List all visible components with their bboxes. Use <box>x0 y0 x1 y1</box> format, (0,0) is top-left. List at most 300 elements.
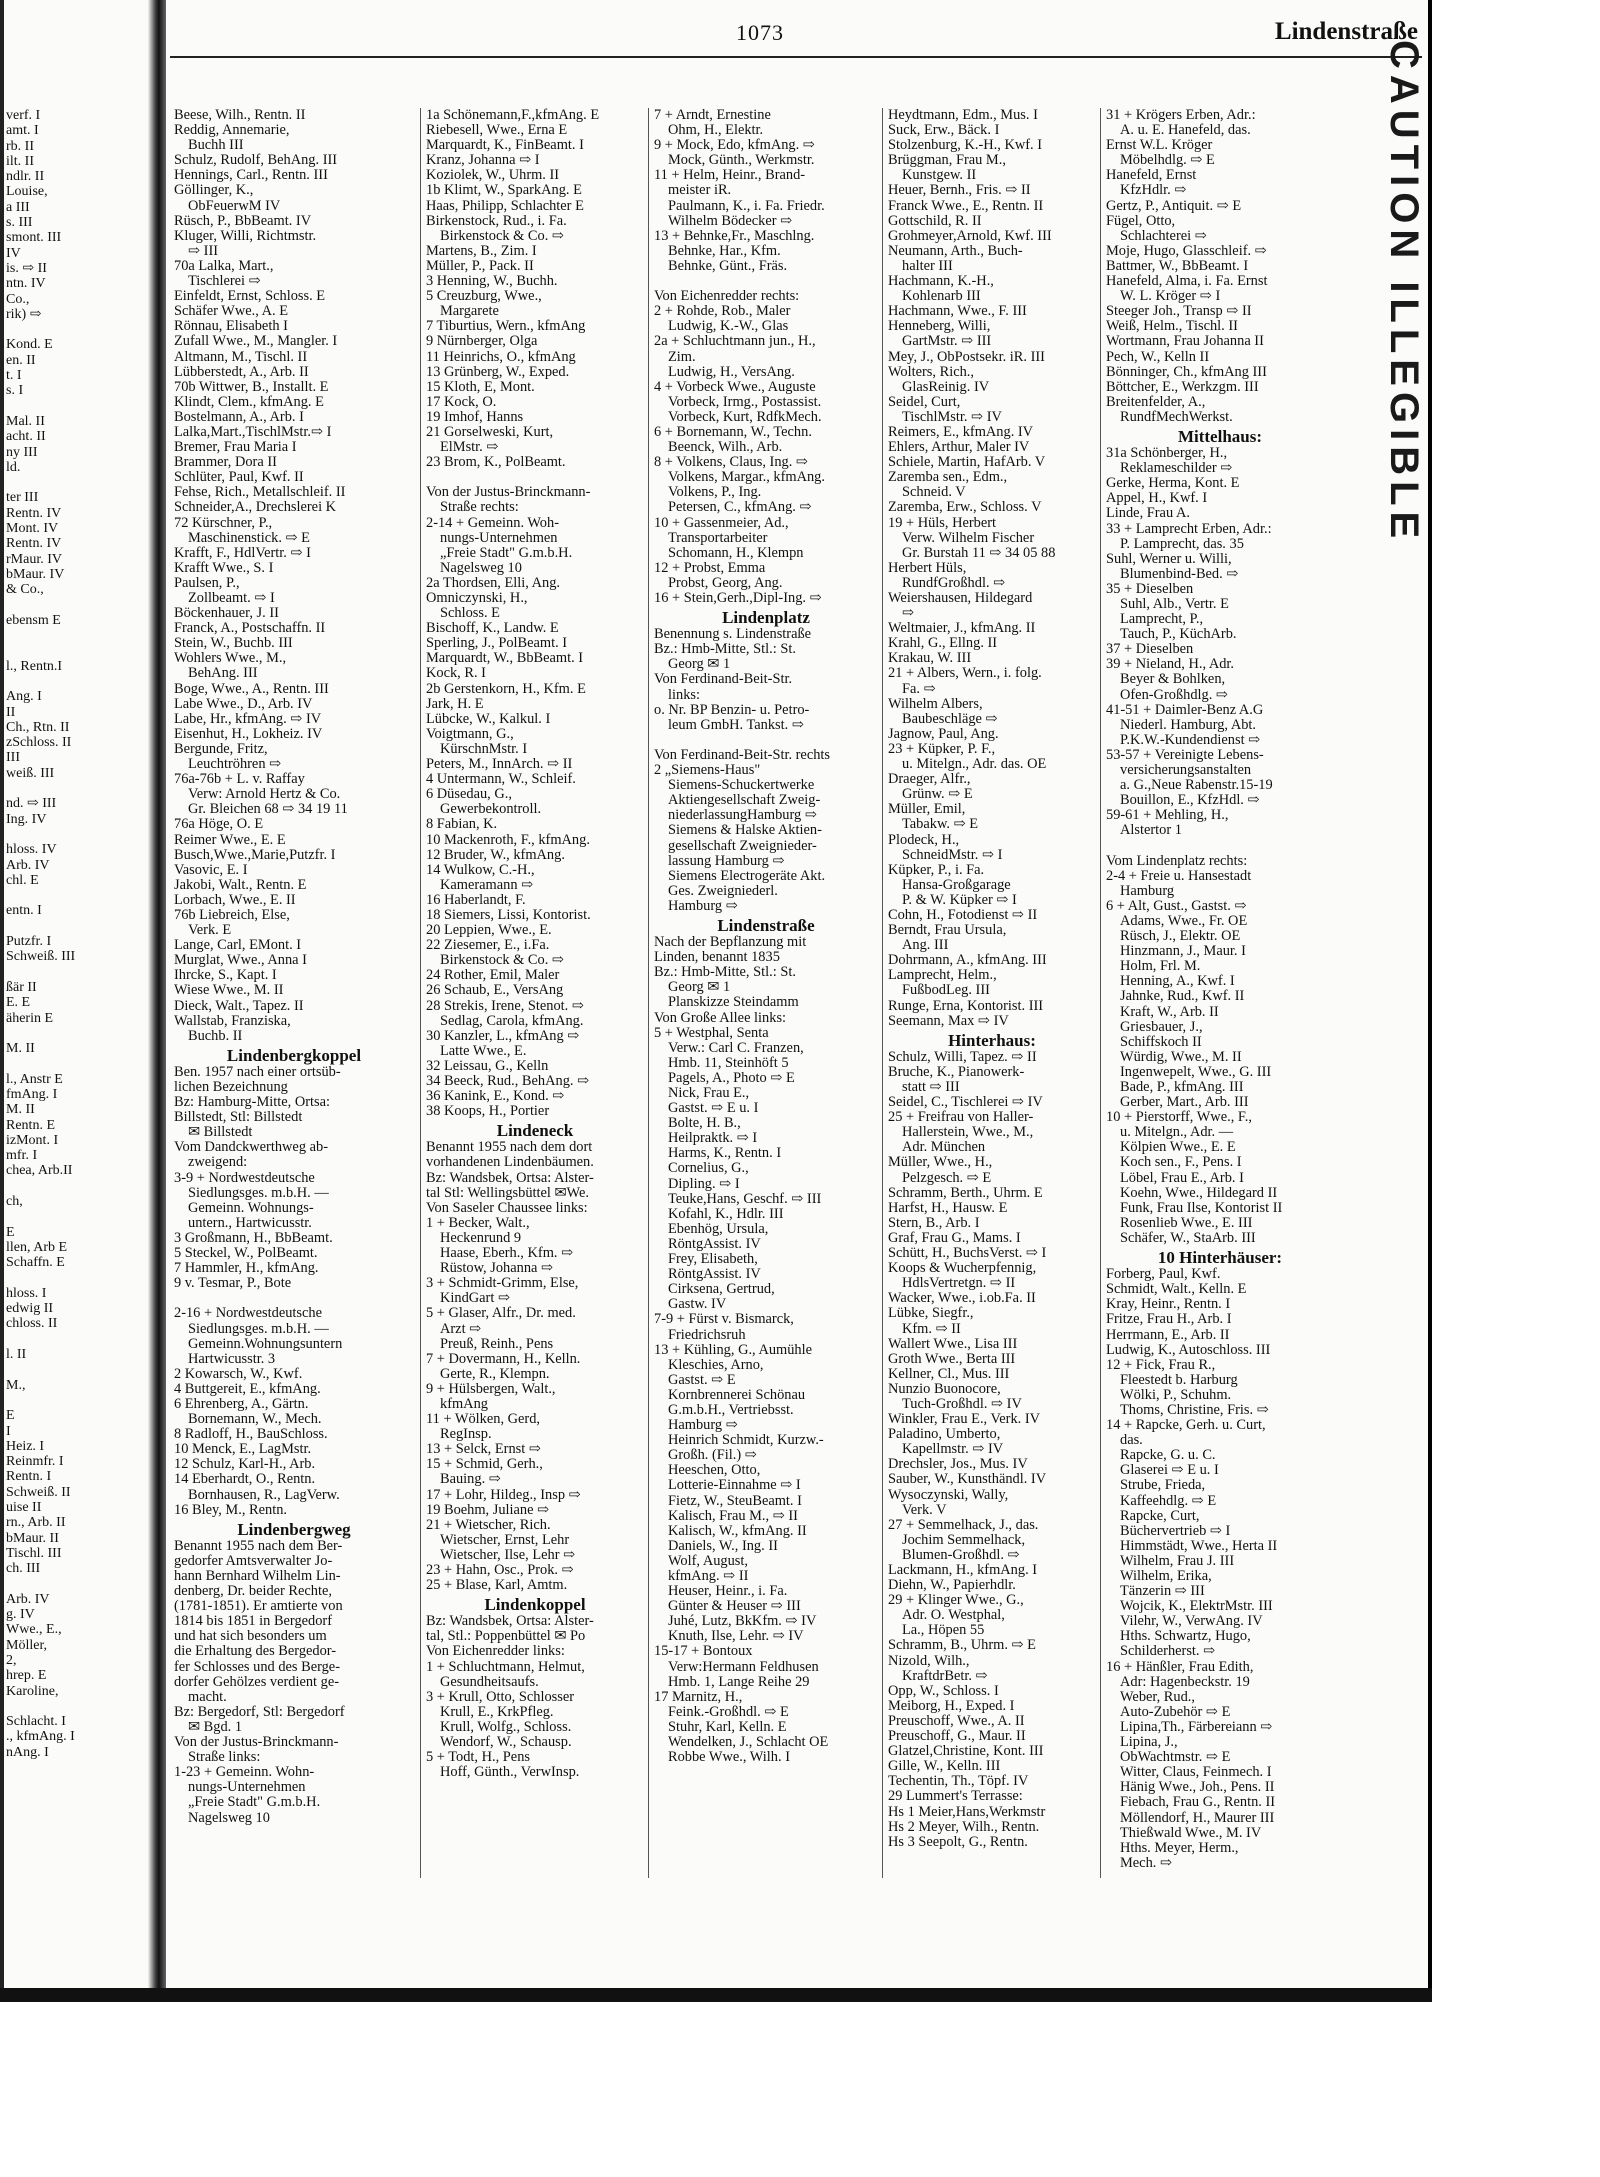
directory-entry: 7 + Arndt, Ernestine <box>654 108 771 123</box>
page-number: 1073 <box>736 20 784 45</box>
directory-entry: Gerte, R., Klempn. <box>440 1366 550 1382</box>
directory-entry: Bz: Wandsbek, Ortsa: Alster- <box>426 1614 594 1630</box>
directory-entry: Neumann, Arth., Buch- <box>888 243 1023 259</box>
directory-entry: Von der Justus-Brinckmann- <box>426 485 591 501</box>
directory-entry: Harfst, H., Hausw. E <box>888 1200 1008 1216</box>
directory-entry: Thießwald Wwe., M. IV <box>1120 1825 1262 1841</box>
directory-entry: Gemeinn.Wohnungsuntern <box>188 1336 343 1352</box>
directory-entry: Ihrcke, S., Kapt. I <box>174 968 277 984</box>
directory-entry: ⇨ <box>902 606 915 622</box>
directory-entry: 41-51 + Daimler-Benz A.G <box>1106 702 1264 718</box>
directory-entry: niederlassungHamburg ⇨ <box>668 808 817 824</box>
directory-entry: Von Große Allee links: <box>654 1010 787 1026</box>
directory-entry: Behnke, Günt., Fräs. <box>668 258 788 274</box>
directory-entry: Reklameschilder ⇨ <box>1120 461 1233 477</box>
directory-entry: Rapcke, Curt, <box>1120 1508 1200 1524</box>
directory-entry: Knuth, Ilse, Lehr. ⇨ IV <box>668 1629 804 1645</box>
directory-entry: gesellschaft Zweignieder- <box>668 838 817 854</box>
directory-entry: Hansa-Großgarage <box>902 877 1011 893</box>
directory-entry: Von Ferdinand-Beit-Str. <box>654 672 793 688</box>
directory-entry: versicherungsanstalten <box>1120 763 1252 779</box>
directory-entry: Seemann, Max ⇨ IV <box>888 1013 1009 1029</box>
directory-entry: Birkenstock & Co. ⇨ <box>440 228 564 244</box>
fragment-line: nd. ⇨ III <box>6 796 57 812</box>
directory-entry: Heeschen, Otto, <box>668 1463 761 1479</box>
directory-entry: Kraft, W., Arb. II <box>1120 1004 1219 1020</box>
directory-entry: „Freie Stadt" G.m.b.H. <box>440 545 573 561</box>
directory-entry: Hachmann, K.-H., <box>888 274 994 290</box>
directory-entry: macht. <box>188 1689 227 1705</box>
fragment-line: edwig II <box>6 1301 54 1317</box>
directory-entry: Ang. III <box>902 938 949 954</box>
directory-entry: 1 + Becker, Walt., <box>426 1215 530 1231</box>
directory-entry: Ingenwepelt, Wwe., G. III <box>1120 1064 1272 1080</box>
directory-entry: Preuß, Reinh., Pens <box>440 1336 554 1352</box>
fragment-line: Ang. I <box>6 689 42 705</box>
directory-entry: die Erhaltung des Bergedor- <box>174 1644 337 1660</box>
directory-entry: 5 Steckel, W., PolBeamt. <box>174 1246 318 1262</box>
directory-entry: Straße links: <box>188 1750 261 1766</box>
directory-entry: Herbert Hüls, <box>888 560 967 576</box>
directory-entry: Feink.-Großhdl. ⇨ E <box>668 1704 789 1720</box>
directory-entry: Gerber, Mart., Arb. III <box>1120 1095 1249 1111</box>
directory-entry: Schütt, H., BuchsVerst. ⇨ I <box>888 1246 1047 1262</box>
directory-entry: Gr. Burstah 11 ⇨ 34 05 88 <box>902 545 1056 561</box>
directory-entry: Fügel, Otto, <box>1106 213 1176 229</box>
directory-entry: Schäfer, W., StaArb. III <box>1120 1230 1256 1246</box>
directory-entry: Strube, Frieda, <box>1120 1478 1206 1494</box>
directory-entry: 3 + Schmidt-Grimm, Else, <box>426 1276 579 1292</box>
directory-entry: Wölki, P., Schuhm. <box>1120 1387 1232 1403</box>
directory-entry: GlasReinig. IV <box>902 379 990 395</box>
directory-entry: Kfm. ⇨ II <box>902 1321 961 1337</box>
directory-entry: Harms, K., Rentn. I <box>668 1146 782 1162</box>
directory-entry: Gemeinn. Wohnungs- <box>188 1200 314 1216</box>
directory-entry: Siedlungsges. m.b.H. — <box>188 1321 329 1337</box>
fragment-line: izMont. I <box>6 1132 59 1148</box>
directory-entry: 2 „Siemens-Haus" <box>654 763 761 779</box>
fragment-line: M., <box>6 1377 26 1393</box>
fragment-line: chl. E <box>6 872 39 888</box>
directory-entry: Zim. <box>668 349 696 365</box>
directory-entry: 6 + Bornemann, W., Techn. <box>654 424 812 440</box>
directory-entry: 21 Gorselweski, Kurt, <box>426 424 554 440</box>
directory-entry: Mock, Günth., Werkmstr. <box>668 153 815 169</box>
directory-entry: Möbelhdlg. ⇨ E <box>1120 153 1215 169</box>
directory-entry: Suck, Erw., Bäck. I <box>888 123 1000 139</box>
directory-entry: Heydtmann, Edm., Mus. I <box>888 108 1038 123</box>
directory-entry: Peters, M., InnArch. ⇨ II <box>426 757 573 773</box>
directory-entry: Bz.: Hmb-Mitte, Stl.: St. <box>654 642 796 658</box>
directory-entry: 3 + Krull, Otto, Schlosser <box>426 1689 575 1705</box>
directory-entry: Kornbrennerei Schönau <box>668 1387 806 1403</box>
directory-entry: 10 Menck, E., LagMstr. <box>174 1442 312 1458</box>
fragment-line: IV <box>6 245 21 261</box>
directory-entry: Schiffskoch II <box>1120 1034 1202 1050</box>
directory-entry: Von Eichenredder links: <box>426 1644 565 1660</box>
directory-entry: Baubeschläge ⇨ <box>902 711 998 727</box>
directory-entry: Jakobi, Walt., Rentn. E <box>174 877 307 893</box>
directory-entry: Adr. München <box>902 1140 986 1156</box>
directory-entry: Heilpraktk. ⇨ I <box>668 1131 758 1147</box>
fragment-line: Co., <box>6 291 30 307</box>
left-page-fragment <box>6 108 146 1760</box>
directory-entry: Fiebach, Frau G., Rentn. II <box>1120 1795 1276 1811</box>
directory-entry: Siemens & Halske Aktien- <box>668 823 822 839</box>
directory-entry: 16 Haberlandt, F. <box>426 892 526 908</box>
directory-entry: Beenck, Wilh., Arb. <box>668 440 783 456</box>
directory-entry: Kalisch, Frau M., ⇨ II <box>668 1508 798 1524</box>
fragment-line: hrep. E <box>6 1668 47 1684</box>
directory-entry: 37 + Dieselben <box>1106 642 1194 658</box>
directory-entry: Hths. Schwartz, Hugo, <box>1120 1629 1251 1645</box>
directory-entry: Forberg, Paul, Kwf. <box>1106 1267 1221 1283</box>
directory-entry: 3-9 + Nordwestdeutsche <box>174 1170 315 1186</box>
directory-entry: Thoms, Christine, Fris. ⇨ <box>1120 1402 1269 1418</box>
directory-entry: Bz: Bergedorf, Stl: Bergedorf <box>174 1704 345 1720</box>
directory-entry: dorfer Gehölzes verdient ge- <box>174 1674 340 1690</box>
directory-entry: Zaremba, Erw., Schloss. V <box>888 500 1042 516</box>
directory-entry: Rüsch, J., Elektr. OE <box>1120 929 1241 945</box>
directory-entry: Ohm, H., Elektr. <box>668 123 764 139</box>
fragment-line: II <box>6 704 16 720</box>
directory-entry: Fietz, W., SteuBeamt. I <box>668 1493 802 1509</box>
directory-entry: Fleestedt b. Harburg <box>1120 1372 1238 1388</box>
directory-column-3 <box>654 108 878 1765</box>
directory-entry: Cirksena, Gertrud, <box>668 1282 775 1298</box>
directory-entry: Glaserei ⇨ E u. I <box>1120 1463 1219 1479</box>
directory-entry: Volkens, Margar., kfmAng. <box>668 470 825 486</box>
directory-entry: Buchb. II <box>188 1028 243 1044</box>
directory-entry: Frey, Elisabeth, <box>668 1252 758 1268</box>
directory-entry: Hs 3 Seepolt, G., Rentn. <box>888 1834 1028 1850</box>
directory-entry: 13 + Kühling, G., Aumühle <box>654 1342 813 1358</box>
directory-entry: Pagels, A., Photo ⇨ E <box>668 1070 795 1086</box>
directory-entry: Herrmann, E., Arb. II <box>1106 1327 1230 1343</box>
directory-entry: 21 + Wietscher, Rich. <box>426 1517 551 1533</box>
fragment-line: Reinmfr. I <box>6 1454 64 1470</box>
section-heading: Mittelhaus: <box>1177 426 1263 446</box>
directory-entry: lichen Bezeichnung <box>174 1080 288 1095</box>
fragment-line: Heiz. I <box>6 1438 45 1454</box>
fragment-line <box>6 1026 146 1041</box>
directory-entry: links: <box>668 687 700 703</box>
directory-entry: 12 + Fick, Frau R., <box>1106 1357 1216 1373</box>
fragment-line <box>6 1362 146 1377</box>
directory-entry: Lackmann, H., kfmAng. I <box>888 1563 1038 1578</box>
directory-entry: Stuhr, Karl, Kelln. E <box>668 1719 787 1735</box>
fragment-line: Arb. IV <box>6 857 50 873</box>
directory-entry: Seidel, C., Tischlerei ⇨ IV <box>888 1095 1043 1111</box>
directory-entry: Aktiengesellschaft Zweig- <box>668 793 821 809</box>
directory-entry: Tuch-Großhdl. ⇨ IV <box>902 1396 1022 1412</box>
directory-entry: Nach der Bepflanzung mit <box>654 935 807 951</box>
fragment-line: E <box>6 1408 15 1424</box>
directory-entry: Haase, Eberh., Kfm. ⇨ <box>440 1246 574 1262</box>
directory-entry: Lamprecht, P., <box>1120 612 1204 628</box>
directory-entry: Verk. E <box>188 923 232 939</box>
fragment-line: smont. III <box>6 230 62 246</box>
directory-entry: 18 Siemers, Lissi, Kontorist. <box>426 907 591 923</box>
directory-entry: Blumen-Großhdl. ⇨ <box>902 1547 1020 1563</box>
directory-entry: u. Mitelgn., Adr. das. OE <box>902 757 1047 773</box>
directory-entry: 35 + Dieselben <box>1106 581 1194 597</box>
directory-entry: P. Lamprecht, das. 35 <box>1120 536 1244 552</box>
directory-entry: Suhl, Alb., Vertr. E <box>1120 597 1229 612</box>
directory-entry: Siedlungsges. m.b.H. — <box>188 1185 329 1201</box>
directory-entry: Stein, W., Buchb. III <box>174 636 293 652</box>
fragment-line <box>6 1209 146 1224</box>
fragment-line: ny III <box>6 444 38 460</box>
fragment-line <box>6 322 146 337</box>
directory-entry: statt ⇨ III <box>902 1080 960 1095</box>
directory-entry: RöntgAssist. IV <box>668 1236 761 1252</box>
fragment-line: E. E <box>6 995 31 1011</box>
fragment-line <box>6 888 146 903</box>
section-heading: Lindenbergkoppel <box>226 1045 362 1065</box>
directory-entry: Weiershausen, Hildegard <box>888 591 1033 606</box>
directory-entry: 1-23 + Gemeinn. Wohn- <box>174 1765 315 1781</box>
fragment-line <box>6 628 146 643</box>
directory-entry: A. u. E. Hanefeld, das. <box>1120 123 1251 139</box>
directory-entry: Teuke,Hans, Geschf. ⇨ III <box>668 1191 822 1207</box>
directory-entry: Klindt, Clem., kfmAng. E <box>174 394 324 410</box>
directory-entry: 33 + Lamprecht Erben, Adr.: <box>1106 521 1272 537</box>
directory-entry: Glatzel,Christine, Kont. III <box>888 1744 1044 1760</box>
section-heading: Lindenkoppel <box>484 1595 586 1615</box>
directory-column-4 <box>888 108 1096 1850</box>
directory-entry: ObWachtmstr. ⇨ E <box>1120 1750 1231 1766</box>
directory-entry: SchneidMstr. ⇨ I <box>902 847 1003 863</box>
directory-entry: Koziolek, W., Uhrm. II <box>426 168 560 184</box>
directory-entry: Bz.: Hmb-Mitte, Stl.: St. <box>654 965 796 981</box>
directory-entry: 70b Wittwer, B., Installt. E <box>174 379 329 395</box>
directory-entry: KindGart ⇨ <box>440 1291 511 1307</box>
fragment-line: Karoline, <box>6 1683 59 1699</box>
section-heading: Lindenbergweg <box>237 1519 351 1539</box>
fragment-line: nAng. I <box>6 1744 49 1760</box>
directory-entry: Hs 2 Meyer, Wilh., Rentn. <box>888 1819 1040 1835</box>
fragment-line: Schweiß. III <box>6 949 76 965</box>
directory-entry: Wietscher, Ilse, Lehr ⇨ <box>440 1547 576 1563</box>
directory-entry: vorhandenen Lindenbäumen. <box>426 1155 594 1171</box>
directory-entry: u. Mitelgn., Adr. — <box>1120 1125 1234 1141</box>
directory-entry: 28 Strekis, Irene, Stenot. ⇨ <box>426 998 584 1014</box>
directory-entry: GartMstr. ⇨ III <box>902 334 992 350</box>
directory-entry: Haas, Philipp, Schlachter E <box>426 198 584 214</box>
directory-entry: Verw: Arnold Hertz & Co. <box>188 787 341 803</box>
directory-entry: Großh. (Fil.) ⇨ <box>668 1448 757 1464</box>
directory-entry: Adr. O. Westphal, <box>902 1608 1005 1624</box>
directory-entry: Battmer, W., BbBeamt. I <box>1106 258 1249 274</box>
directory-entry: Plodeck, H., <box>888 832 960 848</box>
fragment-line: Rentn. I <box>6 1469 52 1485</box>
directory-entry: 19 Imhof, Hanns <box>426 409 524 425</box>
section-heading: Lindenplatz <box>722 608 810 628</box>
directory-entry: Böckenhauer, J. II <box>174 606 279 622</box>
directory-entry: Hänig Wwe., Joh., Pens. II <box>1120 1780 1275 1796</box>
directory-entry: untern., Hartwicusstr. <box>188 1215 312 1231</box>
directory-entry: 15 Kloth, E, Mont. <box>426 379 535 395</box>
fragment-line: s. III <box>6 215 33 231</box>
directory-entry: Wysoczynski, Wally, <box>888 1487 1009 1503</box>
directory-entry: hann Bernhard Wilhelm Lin- <box>174 1569 341 1584</box>
directory-entry: 2a Thordsen, Elli, Ang. <box>426 575 561 591</box>
directory-entry: Mech. ⇨ <box>1120 1855 1173 1871</box>
directory-entry: lassung Hamburg ⇨ <box>668 853 785 869</box>
directory-entry: Müller, Emil, <box>888 802 966 818</box>
directory-entry: Reimer Wwe., E. E <box>174 832 286 848</box>
directory-entry: ObFeuerwM IV <box>188 198 281 214</box>
directory-entry: Heinrich Schmidt, Kurzw.- <box>668 1433 824 1449</box>
directory-entry: Georg ✉ 1 <box>668 657 731 673</box>
directory-entry: 15 + Schmid, Gerh., <box>426 1457 543 1473</box>
fragment-line <box>6 598 146 613</box>
directory-entry: Wilhelm, Frau J. III <box>1120 1553 1235 1569</box>
directory-entry <box>174 1291 414 1306</box>
directory-entry: 7-9 + Fürst v. Bismarck, <box>654 1312 794 1328</box>
directory-entry: Tischlerei ⇨ <box>188 274 261 290</box>
directory-entry: Krafft, F., HdlVertr. ⇨ I <box>174 545 311 561</box>
fragment-line <box>6 965 146 980</box>
directory-entry: Reddig, Annemarie, <box>174 123 290 139</box>
directory-entry: P. & W. Küpker ⇨ I <box>902 892 1017 908</box>
scan-margin <box>1432 0 1600 2177</box>
directory-entry: Hinzmann, J., Maur. I <box>1120 944 1246 960</box>
fragment-line: t. I <box>6 368 22 384</box>
directory-entry: Kapellmstr. ⇨ IV <box>902 1442 1004 1458</box>
fragment-line: 2, <box>6 1652 17 1668</box>
directory-entry: Henneberg, Willi, <box>888 319 991 335</box>
fragment-line: hloss. I <box>6 1285 47 1301</box>
directory-entry: 4 Untermann, W., Schleif. <box>426 772 576 788</box>
fragment-line: weiß. III <box>6 765 55 781</box>
directory-entry: 20 Leppien, Wwe., E. <box>426 923 552 939</box>
directory-entry: tal Stl: Wellingsbüttel ✉We. <box>426 1185 589 1201</box>
directory-entry: Tauch, P., KüchArb. <box>1120 627 1237 643</box>
fragment-line: rn., Arb. II <box>6 1515 66 1531</box>
fragment-line: E <box>6 1224 15 1240</box>
directory-entry: KürschnMstr. I <box>440 741 528 757</box>
directory-entry: Weltmaier, J., kfmAng. II <box>888 621 1036 637</box>
directory-entry: Cornelius, G., <box>668 1161 749 1177</box>
directory-entry: 7 Tiburtius, Wern., kfmAng <box>426 319 586 335</box>
directory-entry: 27 + Semmelhack, J., das. <box>888 1517 1039 1533</box>
directory-entry: 59-61 + Mehling, H., <box>1106 808 1229 824</box>
fragment-line: ßär II <box>6 979 37 995</box>
directory-entry: 39 + Nieland, H., Adr. <box>1106 657 1235 673</box>
fragment-line: Louise, <box>6 184 48 200</box>
fragment-line: a III <box>6 199 30 215</box>
directory-entry: 29 Lummert's Terrasse: <box>888 1789 1023 1805</box>
directory-entry: Vilehr, W., VerwAng. IV <box>1120 1614 1263 1630</box>
fragment-line: ., kfmAng. I <box>6 1729 75 1745</box>
directory-entry: Möllendorf, H., Maurer III <box>1120 1810 1275 1826</box>
directory-entry: Volkens, P., Ing. <box>668 485 762 501</box>
directory-entry: Wendelken, J., Schlacht OE <box>668 1735 829 1751</box>
directory-entry: 9 v. Tesmar, P., Bote <box>174 1276 292 1292</box>
directory-entry: Petersen, C., kfmAng. ⇨ <box>668 500 812 516</box>
directory-entry: Franck, A., Postschaffn. II <box>174 621 326 637</box>
directory-entry: 10 + Gassenmeier, Ad., <box>654 515 789 531</box>
directory-entry: 13 Grünberg, W., Exped. <box>426 364 570 380</box>
fragment-line: Rentn. IV <box>6 536 62 552</box>
directory-entry: Ludwig, H., VersAng. <box>668 364 795 380</box>
directory-entry: kfmAng <box>440 1396 488 1412</box>
directory-entry: Brüggman, Frau M., <box>888 153 1006 169</box>
directory-entry: Winkler, Frau E., Verk. IV <box>888 1412 1041 1428</box>
fragment-line: s. I <box>6 383 24 399</box>
directory-entry: Margarete <box>440 304 499 320</box>
directory-entry: La., Höpen 55 <box>902 1623 985 1639</box>
directory-entry: Griesbauer, J., <box>1120 1019 1203 1035</box>
directory-entry: Einfeldt, Ernst, Schloss. E <box>174 289 326 305</box>
fragment-line: rMaur. IV <box>6 551 62 567</box>
directory-entry: Blumenbind-Bed. ⇨ <box>1120 566 1239 582</box>
fragment-line: en. II <box>6 352 36 368</box>
directory-entry: 7 + Dovermann, H., Kelln. <box>426 1351 581 1367</box>
directory-entry: 36 Kanink, E., Kond. ⇨ <box>426 1089 565 1105</box>
directory-entry: Ludwig, K., Autoschloss. III <box>1106 1342 1271 1358</box>
directory-entry: ElMstr. ⇨ <box>440 440 499 456</box>
directory-entry: Schramm, Berth., Uhrm. E <box>888 1185 1043 1201</box>
directory-entry: Schäfer Wwe., A. E <box>174 304 289 320</box>
directory-entry: FußbodLeg. III <box>902 983 990 999</box>
directory-entry: Koch sen., F., Pens. I <box>1120 1155 1242 1171</box>
directory-entry: Stolzenburg, K.-H., Kwf. I <box>888 138 1043 154</box>
fragment-line: ilt. II <box>6 153 34 169</box>
directory-entry: Kock, R. I <box>426 666 486 682</box>
directory-entry: Bz: Hamburg-Mitte, Ortsa: <box>174 1095 331 1111</box>
directory-entry: 16 Bley, M., Rentn. <box>174 1502 287 1518</box>
directory-entry: Jochim Semmelhack, <box>902 1532 1026 1548</box>
column-divider <box>420 108 421 1878</box>
directory-entry: und hat sich besonders um <box>174 1629 327 1645</box>
directory-entry: 4 Buttgereit, E., kfmAng. <box>174 1381 321 1397</box>
fragment-line: Möller, <box>6 1637 48 1653</box>
fragment-line: Mont. IV <box>6 521 59 537</box>
directory-entry: 6 Düsedau, G., <box>426 787 512 803</box>
directory-entry: Voigtmann, G., <box>426 726 514 742</box>
directory-entry: Fa. ⇨ <box>902 681 936 697</box>
directory-entry: Franck Wwe., E., Rentn. II <box>888 198 1044 214</box>
directory-entry: Adr: Hagenbeckstr. 19 <box>1120 1674 1250 1690</box>
directory-entry: Kameramann ⇨ <box>440 877 534 893</box>
fragment-line <box>6 1393 146 1408</box>
fragment-line: ndlr. II <box>6 169 45 185</box>
directory-entry: Benannt 1955 nach dem dort <box>426 1140 593 1156</box>
directory-entry: Wendorf, W., Schausp. <box>440 1735 572 1751</box>
directory-entry: Draeger, Alfr., <box>888 772 971 788</box>
fragment-line: acht. II <box>6 429 46 445</box>
directory-entry: Von Ferdinand-Beit-Str. rechts <box>654 747 830 763</box>
directory-entry: Rosenlieb Wwe., E. III <box>1120 1215 1253 1231</box>
fragment-line: Schlacht. I <box>6 1714 66 1730</box>
directory-entry: Daniels, W., Ing. II <box>668 1538 778 1554</box>
directory-entry: Techentin, Th., Töpf. IV <box>888 1774 1029 1790</box>
directory-entry: Fritze, Frau H., Arb. I <box>1106 1312 1232 1328</box>
directory-entry: Kray, Heinr., Rentn. I <box>1106 1297 1231 1313</box>
directory-entry <box>654 733 878 748</box>
directory-entry: Heuser, Heinr., i. Fa. <box>668 1584 788 1600</box>
directory-entry: Vasovic, E. I <box>174 862 248 878</box>
fragment-line <box>6 1179 146 1194</box>
directory-entry: Wilhelm Albers, <box>888 696 983 712</box>
fragment-line <box>6 399 146 414</box>
directory-entry: 29 + Klinger Wwe., G., <box>888 1593 1024 1609</box>
directory-entry: 1b Klimt, W., SparkAng. E <box>426 183 582 199</box>
fragment-line <box>6 827 146 842</box>
